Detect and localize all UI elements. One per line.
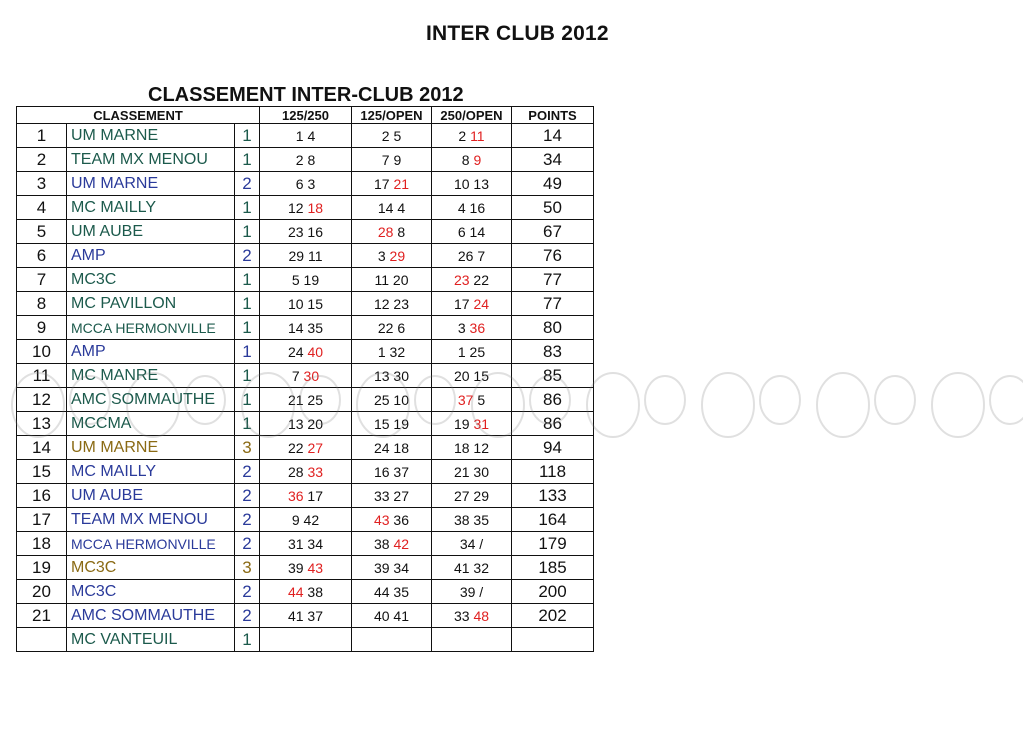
rank-cell: 17 bbox=[17, 508, 67, 532]
placing: 13 20 bbox=[287, 415, 324, 432]
rank-cell: 4 bbox=[17, 196, 67, 220]
placing: 12 23 bbox=[373, 295, 410, 312]
placing: 20 15 bbox=[453, 367, 490, 384]
result-250-open bbox=[432, 604, 512, 628]
watermark-mark bbox=[932, 373, 984, 437]
placing: 40 41 bbox=[373, 607, 410, 624]
result-125-open bbox=[352, 316, 432, 340]
result-125-open bbox=[352, 292, 432, 316]
placing: 29 11 bbox=[288, 247, 323, 264]
rank-cell: 1 bbox=[17, 124, 67, 148]
table-row bbox=[17, 388, 594, 412]
result-125-250 bbox=[260, 604, 352, 628]
team-number: 2 bbox=[235, 484, 260, 508]
rank-cell: 12 bbox=[17, 388, 67, 412]
team-number: 3 bbox=[235, 556, 260, 580]
placing-dropped: 23 bbox=[453, 271, 470, 288]
table-row bbox=[17, 196, 594, 220]
placing: 2 8 bbox=[295, 151, 316, 168]
club-name: MC3C bbox=[67, 580, 235, 604]
result-250-open bbox=[432, 628, 512, 652]
placing: 13 30 bbox=[373, 367, 410, 384]
result-125-open bbox=[352, 172, 432, 196]
team-number: 1 bbox=[235, 148, 260, 172]
rank-cell: 18 bbox=[17, 532, 67, 556]
placing: 21 25 bbox=[287, 391, 324, 408]
placing: 8 bbox=[393, 223, 406, 240]
result-250-open bbox=[432, 532, 512, 556]
points-total: 164 bbox=[512, 508, 594, 532]
result-250-open bbox=[432, 316, 512, 340]
team-number: 2 bbox=[235, 604, 260, 628]
placing: 9 42 bbox=[291, 511, 320, 528]
club-name: MC MANRE bbox=[67, 364, 235, 388]
placing: 38 bbox=[373, 535, 394, 552]
points-total: 86 bbox=[512, 388, 594, 412]
points-total: 14 bbox=[512, 124, 594, 148]
result-125-250 bbox=[260, 220, 352, 244]
result-125-250 bbox=[260, 484, 352, 508]
team-number: 1 bbox=[235, 364, 260, 388]
table-row bbox=[17, 436, 594, 460]
club-name: MCCA HERMONVILLE bbox=[67, 316, 235, 340]
result-125-open bbox=[352, 340, 432, 364]
document-title: INTER CLUB 2012 bbox=[426, 22, 609, 45]
placing: 22 bbox=[469, 271, 490, 288]
placing-dropped: 18 bbox=[307, 199, 324, 216]
placing: 14 4 bbox=[377, 199, 406, 216]
placing: 8 bbox=[461, 151, 474, 168]
result-125-250 bbox=[260, 628, 352, 652]
club-name: UM MARNE bbox=[67, 124, 235, 148]
result-125-open bbox=[352, 628, 432, 652]
placing: 39 bbox=[287, 559, 308, 576]
club-name: MCCA HERMONVILLE bbox=[67, 532, 235, 556]
rank-cell: 3 bbox=[17, 172, 67, 196]
result-125-250 bbox=[260, 532, 352, 556]
rank-cell: 11 bbox=[17, 364, 67, 388]
placing: 2 bbox=[458, 127, 471, 144]
header-points: POINTS bbox=[512, 107, 594, 124]
club-name: AMC SOMMAUTHE bbox=[67, 388, 235, 412]
team-number: 2 bbox=[235, 508, 260, 532]
result-125-250 bbox=[260, 148, 352, 172]
points-total: 34 bbox=[512, 148, 594, 172]
placing: 22 6 bbox=[377, 319, 406, 336]
placing: 1 4 bbox=[295, 127, 316, 144]
placing: 27 29 bbox=[453, 487, 490, 504]
placing: 25 10 bbox=[373, 391, 410, 408]
result-125-open bbox=[352, 556, 432, 580]
club-name: MC PAVILLON bbox=[67, 292, 235, 316]
placing: 6 3 bbox=[295, 175, 316, 192]
placing-dropped: 42 bbox=[393, 535, 410, 552]
team-number: 1 bbox=[235, 388, 260, 412]
result-250-open bbox=[432, 196, 512, 220]
placing: 41 37 bbox=[287, 607, 324, 624]
result-125-open bbox=[352, 580, 432, 604]
result-125-open bbox=[352, 484, 432, 508]
placing-dropped: 43 bbox=[373, 511, 390, 528]
placing: 28 bbox=[287, 463, 308, 480]
points-total: 76 bbox=[512, 244, 594, 268]
watermark-mark bbox=[875, 376, 915, 424]
table-row bbox=[17, 220, 594, 244]
placing: 2 5 bbox=[381, 127, 402, 144]
placing-dropped: 36 bbox=[287, 487, 304, 504]
team-number: 1 bbox=[235, 220, 260, 244]
points-total: 49 bbox=[512, 172, 594, 196]
club-name: UM AUBE bbox=[67, 220, 235, 244]
club-name: UM AUBE bbox=[67, 484, 235, 508]
placing: 39 / bbox=[459, 583, 484, 600]
placing-dropped: 37 bbox=[457, 391, 474, 408]
points-total: 80 bbox=[512, 316, 594, 340]
result-125-250 bbox=[260, 508, 352, 532]
placing: 7 bbox=[291, 367, 304, 384]
table-row bbox=[17, 364, 594, 388]
placing-dropped: 21 bbox=[393, 175, 410, 192]
placing: 15 19 bbox=[373, 415, 410, 432]
placing: 5 19 bbox=[291, 271, 320, 288]
placing: 24 bbox=[287, 343, 308, 360]
points-total bbox=[512, 628, 594, 652]
points-total: 77 bbox=[512, 268, 594, 292]
rank-cell bbox=[17, 628, 67, 652]
rank-cell: 16 bbox=[17, 484, 67, 508]
result-250-open bbox=[432, 460, 512, 484]
placing-dropped: 27 bbox=[307, 439, 324, 456]
points-total: 185 bbox=[512, 556, 594, 580]
club-name: MCCMA bbox=[67, 412, 235, 436]
result-125-open bbox=[352, 220, 432, 244]
placing: 34 / bbox=[459, 535, 484, 552]
result-125-open bbox=[352, 148, 432, 172]
placing-dropped: 30 bbox=[303, 367, 320, 384]
placing: 23 16 bbox=[287, 223, 324, 240]
placing-dropped: 36 bbox=[469, 319, 486, 336]
result-125-open bbox=[352, 412, 432, 436]
result-125-250 bbox=[260, 388, 352, 412]
rank-cell: 20 bbox=[17, 580, 67, 604]
result-250-open bbox=[432, 244, 512, 268]
table-row bbox=[17, 580, 594, 604]
result-125-open bbox=[352, 244, 432, 268]
placing: 14 35 bbox=[287, 319, 324, 336]
result-125-250 bbox=[260, 556, 352, 580]
result-125-open bbox=[352, 388, 432, 412]
points-total: 179 bbox=[512, 532, 594, 556]
rank-cell: 9 bbox=[17, 316, 67, 340]
placing-dropped: 29 bbox=[389, 247, 406, 264]
result-250-open bbox=[432, 484, 512, 508]
team-number: 2 bbox=[235, 460, 260, 484]
points-total: 67 bbox=[512, 220, 594, 244]
team-number: 1 bbox=[235, 268, 260, 292]
placing: 3 bbox=[377, 247, 390, 264]
placing: 41 32 bbox=[453, 559, 490, 576]
placing: 17 bbox=[303, 487, 324, 504]
placing-dropped: 33 bbox=[307, 463, 324, 480]
result-125-open bbox=[352, 124, 432, 148]
table-row bbox=[17, 628, 594, 652]
placing: 16 37 bbox=[373, 463, 410, 480]
result-125-250 bbox=[260, 340, 352, 364]
placing: 36 bbox=[389, 511, 410, 528]
placing: 11 20 bbox=[374, 271, 409, 288]
table-row bbox=[17, 340, 594, 364]
table-row bbox=[17, 268, 594, 292]
team-number: 1 bbox=[235, 124, 260, 148]
team-number: 1 bbox=[235, 412, 260, 436]
points-total: 118 bbox=[512, 460, 594, 484]
placing-dropped: 31 bbox=[473, 415, 490, 432]
placing: 10 13 bbox=[453, 175, 490, 192]
club-name: TEAM MX MENOU bbox=[67, 148, 235, 172]
table-row bbox=[17, 508, 594, 532]
result-250-open bbox=[432, 556, 512, 580]
points-total: 50 bbox=[512, 196, 594, 220]
watermark-mark bbox=[817, 373, 869, 437]
table-row bbox=[17, 148, 594, 172]
table-row bbox=[17, 124, 594, 148]
table-row bbox=[17, 604, 594, 628]
result-250-open bbox=[432, 508, 512, 532]
placing: 1 25 bbox=[457, 343, 486, 360]
result-125-250 bbox=[260, 412, 352, 436]
result-125-open bbox=[352, 268, 432, 292]
rank-cell: 19 bbox=[17, 556, 67, 580]
table-row bbox=[17, 532, 594, 556]
result-250-open bbox=[432, 340, 512, 364]
table-row bbox=[17, 172, 594, 196]
ranking-body bbox=[17, 124, 594, 652]
result-125-250 bbox=[260, 196, 352, 220]
club-name: MC MAILLY bbox=[67, 196, 235, 220]
points-total: 94 bbox=[512, 436, 594, 460]
points-total: 86 bbox=[512, 412, 594, 436]
result-125-open bbox=[352, 196, 432, 220]
result-125-250 bbox=[260, 460, 352, 484]
result-125-open bbox=[352, 508, 432, 532]
club-name: UM MARNE bbox=[67, 172, 235, 196]
rank-cell: 14 bbox=[17, 436, 67, 460]
result-125-open bbox=[352, 436, 432, 460]
result-250-open bbox=[432, 172, 512, 196]
rank-cell: 21 bbox=[17, 604, 67, 628]
watermark-mark bbox=[587, 373, 639, 437]
points-total: 202 bbox=[512, 604, 594, 628]
rank-cell: 10 bbox=[17, 340, 67, 364]
result-125-250 bbox=[260, 124, 352, 148]
placing-dropped: 40 bbox=[307, 343, 324, 360]
table-row bbox=[17, 460, 594, 484]
result-125-250 bbox=[260, 364, 352, 388]
placing: 18 12 bbox=[453, 439, 490, 456]
result-250-open bbox=[432, 364, 512, 388]
result-250-open bbox=[432, 124, 512, 148]
result-250-open bbox=[432, 220, 512, 244]
placing: 33 27 bbox=[373, 487, 410, 504]
placing: 17 bbox=[373, 175, 394, 192]
club-name: AMP bbox=[67, 244, 235, 268]
table-row bbox=[17, 556, 594, 580]
result-125-250 bbox=[260, 436, 352, 460]
club-name: MC3C bbox=[67, 268, 235, 292]
result-125-250 bbox=[260, 316, 352, 340]
table-row bbox=[17, 316, 594, 340]
team-number: 1 bbox=[235, 340, 260, 364]
watermark-mark bbox=[645, 376, 685, 424]
club-name: AMP bbox=[67, 340, 235, 364]
team-number: 1 bbox=[235, 292, 260, 316]
placing: 44 35 bbox=[373, 583, 410, 600]
club-name: MC MAILLY bbox=[67, 460, 235, 484]
team-number: 1 bbox=[235, 196, 260, 220]
club-name: TEAM MX MENOU bbox=[67, 508, 235, 532]
points-total: 85 bbox=[512, 364, 594, 388]
club-name: UM MARNE bbox=[67, 436, 235, 460]
result-125-open bbox=[352, 532, 432, 556]
placing: 17 bbox=[453, 295, 474, 312]
result-250-open bbox=[432, 388, 512, 412]
placing: 38 bbox=[303, 583, 324, 600]
placing: 10 15 bbox=[287, 295, 324, 312]
result-125-250 bbox=[260, 244, 352, 268]
placing: 4 16 bbox=[457, 199, 486, 216]
placing: 12 bbox=[287, 199, 308, 216]
placing: 6 14 bbox=[457, 223, 486, 240]
placing: 39 34 bbox=[373, 559, 410, 576]
result-125-250 bbox=[260, 292, 352, 316]
watermark-mark bbox=[760, 376, 800, 424]
team-number: 2 bbox=[235, 244, 260, 268]
watermark-mark bbox=[990, 376, 1023, 424]
rank-cell: 5 bbox=[17, 220, 67, 244]
header-row bbox=[17, 107, 594, 124]
placing: 5 bbox=[473, 391, 486, 408]
result-250-open bbox=[432, 292, 512, 316]
team-number: 1 bbox=[235, 628, 260, 652]
placing: 24 18 bbox=[373, 439, 410, 456]
points-total: 133 bbox=[512, 484, 594, 508]
placing: 26 7 bbox=[457, 247, 486, 264]
placing: 33 bbox=[453, 607, 474, 624]
table-row bbox=[17, 292, 594, 316]
table-row bbox=[17, 244, 594, 268]
placing-dropped: 44 bbox=[287, 583, 304, 600]
result-125-open bbox=[352, 604, 432, 628]
result-125-250 bbox=[260, 268, 352, 292]
placing: 1 32 bbox=[377, 343, 406, 360]
header-250-open: 250/OPEN bbox=[432, 107, 512, 124]
result-125-open bbox=[352, 364, 432, 388]
team-number: 2 bbox=[235, 532, 260, 556]
placing-dropped: 11 bbox=[470, 127, 485, 144]
rank-cell: 2 bbox=[17, 148, 67, 172]
club-name: MC3C bbox=[67, 556, 235, 580]
result-125-250 bbox=[260, 580, 352, 604]
result-125-open bbox=[352, 460, 432, 484]
placing: 38 35 bbox=[453, 511, 490, 528]
watermark-mark bbox=[702, 373, 754, 437]
ranking-table bbox=[16, 106, 594, 652]
placing: 7 9 bbox=[381, 151, 402, 168]
placing-dropped: 43 bbox=[307, 559, 324, 576]
table-row bbox=[17, 412, 594, 436]
club-name: MC VANTEUIL bbox=[67, 628, 235, 652]
rank-cell: 7 bbox=[17, 268, 67, 292]
result-250-open bbox=[432, 268, 512, 292]
points-total: 200 bbox=[512, 580, 594, 604]
table-row bbox=[17, 484, 594, 508]
placing-dropped: 9 bbox=[473, 151, 482, 168]
rank-cell: 15 bbox=[17, 460, 67, 484]
placing-dropped: 48 bbox=[473, 607, 490, 624]
team-number: 1 bbox=[235, 316, 260, 340]
result-125-250 bbox=[260, 172, 352, 196]
team-number: 2 bbox=[235, 580, 260, 604]
placing-dropped: 28 bbox=[377, 223, 394, 240]
placing: 22 bbox=[287, 439, 308, 456]
header-125-250: 125/250 bbox=[260, 107, 352, 124]
result-250-open bbox=[432, 580, 512, 604]
placing: 31 34 bbox=[287, 535, 324, 552]
rank-cell: 6 bbox=[17, 244, 67, 268]
placing: 3 bbox=[457, 319, 470, 336]
result-250-open bbox=[432, 436, 512, 460]
table-title: CLASSEMENT INTER-CLUB 2012 bbox=[148, 84, 464, 106]
rank-cell: 8 bbox=[17, 292, 67, 316]
header-classement: CLASSEMENT bbox=[17, 107, 260, 124]
team-number: 3 bbox=[235, 436, 260, 460]
placing: 21 30 bbox=[453, 463, 490, 480]
result-250-open bbox=[432, 412, 512, 436]
result-250-open bbox=[432, 148, 512, 172]
placing: 19 bbox=[453, 415, 474, 432]
club-name: AMC SOMMAUTHE bbox=[67, 604, 235, 628]
points-total: 77 bbox=[512, 292, 594, 316]
team-number: 2 bbox=[235, 172, 260, 196]
rank-cell: 13 bbox=[17, 412, 67, 436]
header-125-open: 125/OPEN bbox=[352, 107, 432, 124]
points-total: 83 bbox=[512, 340, 594, 364]
placing-dropped: 24 bbox=[473, 295, 490, 312]
